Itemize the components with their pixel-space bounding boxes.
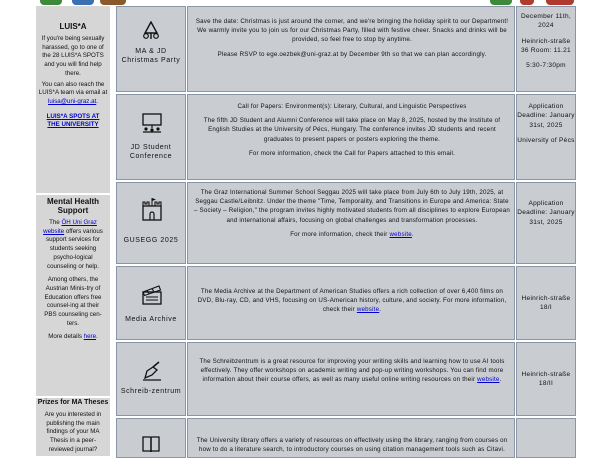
schreibzentrum-website-link[interactable]: website xyxy=(477,376,500,384)
media-archive-website-link[interactable]: website xyxy=(356,306,380,314)
luisa-contact: You can also reach the LUIS*A team via email at luisa@uni-graz.at. xyxy=(38,80,108,105)
row-details xyxy=(517,199,575,233)
row-details-cell xyxy=(516,342,576,416)
prizes-title: Prizes for MA Theses xyxy=(37,399,109,406)
row-label: Schreib-zentrum xyxy=(120,388,182,395)
row-paragraph: Save the date: Christmas is just around the corner, and we're bringing the holiday spirit to our Department! We warmly invite you to join us for our Christmas Party, filled with festive cheer. Snacks and drinks will be provided, so feel free to stop by anytime. xyxy=(195,18,509,44)
row-description-cell xyxy=(187,182,515,264)
row-details-cell xyxy=(516,182,576,264)
mental-health-more: More details here. xyxy=(48,333,98,341)
row-icon-cell xyxy=(116,266,186,340)
presentation-icon xyxy=(141,113,163,133)
row-details-cell xyxy=(516,418,576,458)
decor-ornament-icon xyxy=(72,0,94,5)
mental-health-ministry-text: Among others, the Austrian Minis-try of Education offers free counsel-ing at their PBS counseling cen-ters. xyxy=(44,276,102,327)
row-details xyxy=(517,12,575,76)
prizes-text: Are you interested in publishing the main findings of your MA Thesis in a peer-reviewed journal? xyxy=(44,411,102,453)
row-paragraph: The Graz International Summer School Seggau 2025 will take place from July 6th to July 19th, 2025, at Seggau Castle/Leibnitz. Under the theme "Time, Temporality, and Transitions in Europe and America: State – Society – Religion," the program invites highly motivated students from all disciplines to explore European and international affairs, focusing on global challenges and transformation processes. xyxy=(194,189,510,224)
oeh-website-link[interactable]: website xyxy=(43,227,65,235)
row-label: MA & JD Christmas Party xyxy=(121,48,181,64)
row-details xyxy=(517,102,575,151)
castle-icon xyxy=(141,197,163,221)
decor-sleigh-icon xyxy=(100,0,126,5)
decor-gift-icon xyxy=(520,0,534,5)
row-details-cell xyxy=(516,266,576,340)
row-description-cell xyxy=(187,266,515,340)
luisa-text: If you're being sexually harassed, go to one of the 28 LUIS*A SPOTS and you will find help there. xyxy=(41,35,105,77)
sidebar-divider xyxy=(36,193,110,195)
table-row-schreibzentrum xyxy=(114,342,578,416)
oeh-link[interactable]: ÖH Uni Graz xyxy=(61,219,97,226)
row-description: The Schreibzentrum is a great resource for improving your writing skills and learning how to use AI tools effectively. They offer workshops on academic writing and pop-up writing workshops. You can find more information about their course offers, as well as many useful online writing resources on their website. xyxy=(199,358,505,384)
row-paragraph: Please RSVP to ege.oezbek@uni-graz.at by December 9th so that we can plan accordingly. xyxy=(217,50,487,58)
sidebar-divider xyxy=(36,396,110,398)
row-description xyxy=(194,188,510,244)
table-row-media-archive xyxy=(114,266,578,340)
luisa-section xyxy=(36,22,110,130)
events-table xyxy=(114,6,578,456)
row-description-cell xyxy=(187,418,515,458)
row-location: University of Pécs xyxy=(517,136,575,144)
mental-health-section xyxy=(36,197,110,342)
row-deadline: Application Deadline: January 31st, 2025 xyxy=(517,200,575,226)
row-icon-cell xyxy=(116,418,186,458)
table-row-christmas-party xyxy=(114,6,578,92)
christmas-tree-people-icon xyxy=(141,21,161,41)
row-label: JD Student Conference xyxy=(129,144,173,160)
row-details xyxy=(517,370,575,395)
row-deadline: Application Deadline: January 31st, 2025 xyxy=(517,103,575,129)
writing-hand-icon xyxy=(141,361,163,381)
row-location: Heinrich-straße 18/I xyxy=(521,295,571,312)
row-icon-cell xyxy=(116,182,186,264)
row-paragraph: The fifth JD Student and Alumni Conference will take place on May 8, 2025, hosted by the Institute of English Studies at the University of Pécs, Hungary. The conference invites JD students and recent graduates to present papers or posters exploring the theme. xyxy=(203,117,501,143)
row-description: The University library offers a variety of resources on effectively using the library, ranging from courses on how to do a literature search, to introductory courses on using citation management tools such as Citavi. xyxy=(196,437,508,454)
table-row-gusegg xyxy=(114,182,578,264)
decor-tree-icon xyxy=(40,0,62,5)
row-icon-cell xyxy=(116,6,186,92)
row-icon-cell xyxy=(116,342,186,416)
row-description xyxy=(194,17,510,64)
table-row-jd-conference xyxy=(114,94,578,180)
row-description-cell xyxy=(187,342,515,416)
mental-health-title: Mental Health Support xyxy=(46,197,99,215)
row-more-info: For more information, check their website. xyxy=(290,230,414,238)
row-location: Heinrich-straße 18/II xyxy=(521,371,571,388)
row-location: Heinrich-straße 36 Room: 11.21 xyxy=(521,37,571,54)
decor-tree-icon xyxy=(490,0,512,5)
row-paragraph: Call for Papers: Environment(s): Literary, Cultural, and Linguistic Perspectives xyxy=(237,103,467,110)
row-label: Media Archive xyxy=(125,316,177,323)
luisa-spots-link[interactable]: LUIS*A SPOTS AT THE UNIVERSITY xyxy=(46,112,100,129)
sidebar xyxy=(36,6,110,456)
luisa-title: LUIS*A xyxy=(59,22,87,31)
book-icon xyxy=(141,435,161,453)
mental-health-here-link[interactable]: here xyxy=(83,333,97,341)
table-row-library xyxy=(114,418,578,456)
row-description-cell xyxy=(187,94,515,180)
row-time: 5:30-7:30pm xyxy=(526,62,566,70)
row-description-cell xyxy=(187,6,515,92)
gusegg-website-link[interactable]: website xyxy=(389,230,412,238)
mental-health-text: The ÖH Uni Graz website offers various support services for students seeking psycho-logical counseling or help. xyxy=(43,219,103,270)
film-clapper-icon xyxy=(141,284,163,306)
row-details-cell xyxy=(516,94,576,180)
row-date: December 11th, 2024 xyxy=(521,13,571,30)
row-details-cell xyxy=(516,6,576,92)
row-details xyxy=(517,294,575,319)
decor-gift-icon xyxy=(546,0,574,5)
row-label: GUSEGG 2025 xyxy=(123,237,179,244)
luisa-email-link[interactable]: luisa@uni-graz.at xyxy=(48,97,97,105)
row-description xyxy=(194,102,510,163)
row-icon-cell xyxy=(116,94,186,180)
row-paragraph: For more information, check the Call for Papers attached to this email. xyxy=(248,149,456,157)
row-description: The Media Archive at the Department of American Studies offers a rich collection of over 6,400 films on DVD, Blu-ray, CD, and VHS, focusing on US-American history, culture, and society. For more information, check their website. xyxy=(197,288,507,314)
prizes-section xyxy=(36,399,110,455)
